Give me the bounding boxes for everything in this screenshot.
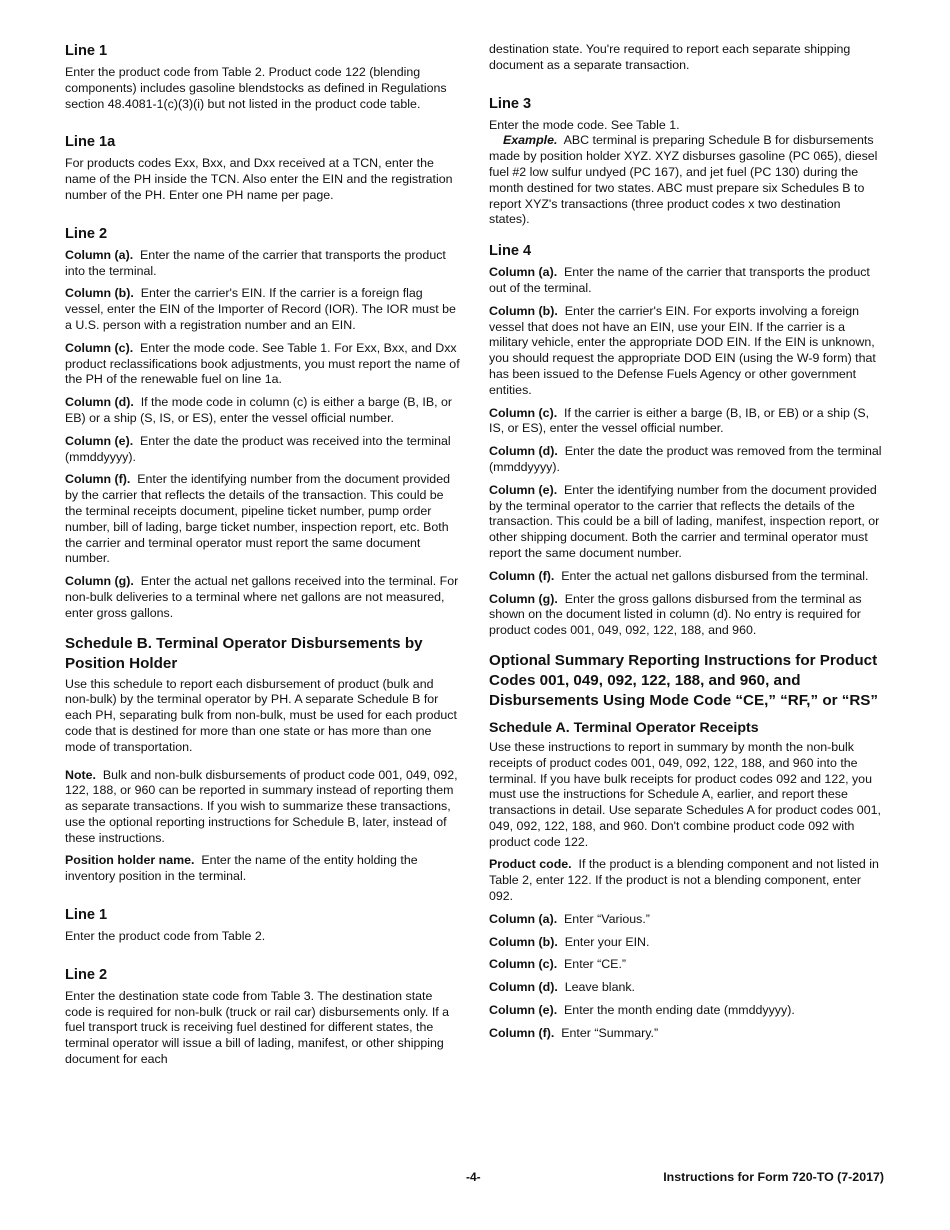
line4-column-a	[489, 265, 884, 297]
line3-text: Enter the mode code. See Table 1.	[489, 117, 680, 132]
line1-text: Enter the product code from Table 2. Product code 122 (blending components) includes gasoline blendstocks as defined in Regulations section 48.4081-1(c)(3)(i) but not listed in the product code table.	[65, 65, 447, 111]
column-text: Enter the date the product was removed from the terminal (mmddyyyy).	[489, 444, 882, 474]
column-label: Column (b).	[489, 934, 558, 949]
column-label: Column (f).	[489, 1025, 555, 1040]
line2-column-f	[65, 472, 460, 567]
column-label: Column (e).	[65, 433, 134, 448]
summary-column-d	[489, 980, 884, 996]
line2-column-c	[65, 341, 460, 388]
column-label: Column (e).	[489, 1003, 558, 1018]
column-text: Enter the name of the carrier that transports the product into the terminal.	[65, 247, 446, 278]
column-text: Enter “CE.”	[564, 957, 627, 972]
right-column	[489, 42, 884, 1049]
column-text: Enter the carrier's EIN. For exports involving a foreign vessel that does not have an EIN, use your EIN. If the carrier is a military vehicle, enter the appropriate DOD EIN. If the EIN is unknown, you should request the appropriate DOD EIN (using the W-9 form) that has been issued to the Defense Fuels Agency or other government entities.	[489, 303, 876, 397]
summary-column-e	[489, 1003, 884, 1019]
column-label: Column (g).	[65, 574, 134, 589]
position-holder-text: Enter the name of the entity holding the inventory position in the terminal.	[65, 853, 418, 884]
product-code-label: Product code.	[489, 857, 572, 872]
column-label: Column (d).	[65, 395, 134, 410]
line4-column-e	[489, 483, 884, 562]
line1a-heading: Line 1a	[65, 134, 116, 151]
column-text: Enter the actual net gallons disbursed from the terminal.	[561, 568, 869, 583]
summary-column-b	[489, 935, 884, 951]
schedule-b-heading: Schedule B. Terminal Operator Disbursements by Position Holder	[65, 634, 423, 672]
schedule-a-text: Use these instructions to report in summary by month the non-bulk receipts of product codes 001, 049, 092, 122, 188, and 960 into the terminal. If you have bulk receipts for product codes 092 and 122, you must use the instructions for Schedule A, earlier, and report these transactions in detail. Use separate Schedules A for product codes 001, 049, 092, 122, 188, and 960. Don't combine product code 092 with product code 122.	[489, 739, 881, 849]
note-text: Bulk and non-bulk disbursements of product code 001, 049, 092, 122, 188, or 960 can be reported in summary instead of reporting them as separate transactions. If you wish to summarize these transactions, use the optional reporting instructions for Schedule B, later, instead of these instructions.	[65, 767, 458, 845]
line1-heading: Line 1	[65, 43, 108, 59]
column-label: Column (e).	[489, 482, 558, 497]
line4-column-g	[489, 592, 884, 639]
column-label: Column (f).	[65, 472, 131, 487]
column-label: Column (d).	[489, 444, 558, 459]
column-text: Enter “Various.”	[564, 911, 650, 926]
column-text: Enter the gross gallons disbursed from the terminal as shown on the document listed in column (d). No entry is required for product codes 001, 049, 092, 122, 188, and 960.	[489, 591, 862, 638]
column-text: If the mode code in column (c) is either a barge (B, IB, or EB) or a ship (S, IS, or ES), enter the vessel official number.	[65, 395, 453, 425]
column-text: Enter the month ending date (mmddyyyy).	[564, 1003, 795, 1018]
column-label: Column (a).	[489, 265, 558, 280]
column-label: Column (b).	[65, 286, 134, 301]
column-text: Enter the mode code. See Table 1. For Exx, Bxx, and Dxx product reclassifications book adjustments, you must report the name of the PH of the renewable fuel on line 1a.	[65, 340, 460, 387]
example-text: ABC terminal is preparing Schedule B for disbursements made by position holder XYZ. XYZ disburses gasoline (PC 065), diesel fuel #2 low sulfur undyed (PC 167), and jet fuel (PC 130) during the month destined for two states. ABC must prepare six Schedules B to report XYZ's transactions (three product codes x two destination states).	[489, 133, 878, 227]
column-label: Column (b).	[489, 303, 558, 318]
schedule-b-line1-text: Enter the product code from Table 2.	[65, 929, 266, 944]
summary-column-c	[489, 957, 884, 973]
footer-form-title: Instructions for Form 720-TO (7-2017)	[663, 1170, 884, 1184]
column-label: Column (d).	[489, 980, 558, 995]
note-paragraph	[65, 768, 460, 847]
line2-column-a	[65, 248, 460, 280]
line4-column-d	[489, 444, 884, 476]
schedule-b-text: Use this schedule to report each disbursement of product (bulk and non-bulk) by the terminal operator by PH. A separate Schedule B for each PH, separating bulk from non-bulk, must be used for each product code that is destined for more than one state or has more than one mode of transportation.	[65, 676, 457, 754]
summary-column-f	[489, 1026, 884, 1042]
column-label: Column (c).	[489, 957, 558, 972]
line2-column-b	[65, 286, 460, 333]
line4-heading: Line 4	[489, 243, 532, 260]
continued-text: destination state. You're required to report each separate shipping document as a separate transaction.	[489, 42, 851, 72]
schedule-b-line2-heading: Line 2	[65, 966, 108, 983]
example-paragraph	[489, 133, 884, 228]
line2-column-g	[65, 574, 460, 621]
left-column	[65, 42, 460, 1068]
line2-column-d	[65, 395, 460, 427]
line1a-text: For products codes Exx, Bxx, and Dxx received at a TCN, enter the name of the PH inside the TCN. Also enter the EIN and the registration number of the PH. Enter one PH name per page.	[65, 156, 453, 202]
note-label: Note.	[65, 767, 96, 782]
product-code-paragraph	[489, 857, 884, 904]
column-text: Enter the name of the carrier that transports the product out of the terminal.	[489, 265, 870, 295]
line2-heading: Line 2	[65, 225, 108, 242]
line3-heading: Line 3	[489, 95, 532, 112]
line2-column-e	[65, 434, 460, 466]
page-number: -4-	[466, 1170, 481, 1184]
schedule-a-heading: Schedule A. Terminal Operator Receipts	[489, 719, 759, 736]
position-holder-paragraph	[65, 853, 460, 885]
line4-column-c	[489, 406, 884, 438]
column-text: Enter “Summary.”	[561, 1025, 659, 1040]
column-text: Enter the actual net gallons received into the terminal. For non-bulk deliveries to a terminal where net gallons are not measured, enter gross gallons.	[65, 574, 459, 620]
column-text: Enter your EIN.	[564, 934, 650, 949]
column-label: Column (a).	[489, 911, 558, 926]
column-text: If the carrier is either a barge (B, IB, or EB) or a ship (S, IS, or ES), enter the vessel official number.	[489, 405, 870, 436]
schedule-b-line2-text: Enter the destination state code from Table 3. The destination state code is required for non-bulk (truck or rail car) disbursements only. If a fuel transport truck is receiving fuel destined for different states, the terminal operator will issue a bill of lading, manifest, or other shipping document for each	[65, 988, 450, 1067]
column-text: Enter the identifying number from the document provided by the carrier that reflects the details of the transaction. This could be the terminal receipts document, pipeline ticket number, pump order number, bill of lading, barge ticket number, inspection report, etc. Both the carrier and terminal operator must report the same document number.	[65, 472, 450, 566]
line4-column-b	[489, 304, 884, 399]
schedule-b-line1-heading: Line 1	[65, 907, 108, 924]
example-label: Example.	[503, 133, 558, 148]
column-label: Column (a).	[65, 247, 134, 262]
column-text: Enter the identifying number from the document provided by the terminal operator to the carrier that reflects the details of the transaction. This could be a bill of lading, manifest, inspection report, or other shipping document. Both the carrier and terminal operator must report the same document number.	[489, 482, 880, 560]
summary-column-a	[489, 912, 884, 928]
product-code-text: If the product is a blending component and not listed in Table 2, enter 122. If the product is not a blending component, enter 092.	[489, 857, 879, 904]
column-label: Column (c).	[489, 405, 558, 420]
column-text: Leave blank.	[564, 980, 635, 995]
column-label: Column (f).	[489, 568, 555, 583]
line4-column-f	[489, 569, 884, 585]
position-holder-label: Position holder name.	[65, 853, 195, 868]
column-label: Column (g).	[489, 591, 558, 606]
column-text: Enter the date the product was received into the terminal (mmddyyyy).	[65, 433, 451, 464]
column-label: Column (c).	[65, 340, 134, 355]
optional-summary-heading: Optional Summary Reporting Instructions for Product Codes 001, 049, 092, 122, 188, and 960, and Disbursements Using Mode Code “CE,” “RF,” or “RS”	[489, 651, 879, 709]
column-text: Enter the carrier's EIN. If the carrier is a foreign flag vessel, enter the EIN of the Importer of Record (IOR). The IOR must be a U.S. person with a registration number and an EIN.	[65, 286, 456, 332]
